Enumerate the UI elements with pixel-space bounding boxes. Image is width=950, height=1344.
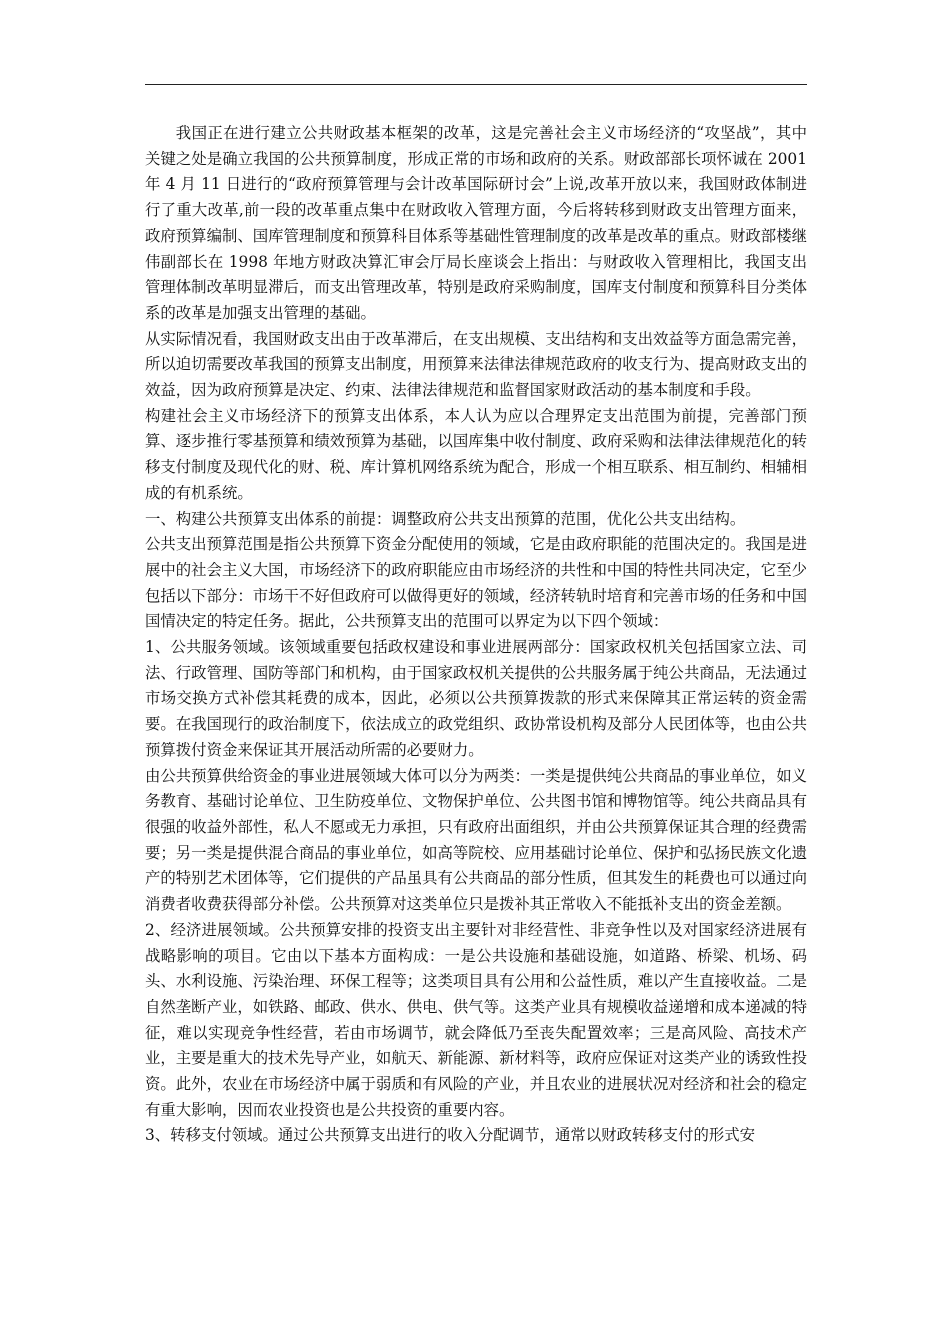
paragraph-transfer-payment-field: 3、转移支付领域。通过公共预算支出进行的收入分配调节，通常以财政转移支付的形式安	[145, 1126, 756, 1145]
paragraph-scope-definition: 公共支出预算范围是指公共预算下资金分配使用的领域，它是由政府职能的范围决定的。我国是进展中的社会主义大国，市场经济下的政府职能应由市场经济的共性和中国的特性共同决定，它至少包括以下部分：市场干不好但政府可以做得更好的领域，经济转轨时培育和完善市场的任务和中国国情决定的特定任务。据此，公共预算支出的范围可以界定为以下四个领域：	[145, 535, 807, 631]
paragraph-public-service-field: 1、公共服务领域。该领域重要包括政权建设和事业进展两部分：国家政权机关包括国家立法、司法、行政管理、国防等部门和机构，由于国家政权机关提供的公共服务属于纯公共商品，无法通过市场交换方式补偿其耗费的成本，因此，必须以公共预算拨款的形式来保障其正常运转的资金需要。在我国现行的政治制度下，依法成立的政党组织、政协常设机构及部分人民团体等，也由公共预算拨付资金来保证其开展活动所需的必要财力。	[145, 638, 807, 759]
paragraph-intro: 我国正在进行建立公共财政基本框架的改革，这是完善社会主义市场经济的“攻坚战”，其中关键之处是确立我国的公共预算制度，形成正常的市场和政府的关系。财政部部长项怀诚在 2001 年 4 月 11 日进行的“政府预算管理与会计改革国际研讨会”上说,改革开放以来，我国财政体制进行了重大改革,前一段的改革重点集中在财政收入管理方面，今后将转移到财政支出管理方面来，政府预算编制、国库管理制度和预算科目体系等基础性管理制度的改革是改革的重点。财政部楼继伟副部长在 1998 年地方财政决算汇审会厅局长座谈会上指出：与财政收入管理相比，我国支出管理体制改革明显滞后，而支出管理改革，特别是政府采购制度，国库支付制度和预算科目分类体系的改革是加强支出管理的基础。	[145, 124, 807, 322]
section-heading-1: 一、构建公共预算支出体系的前提：调整政府公共支出预算的范围，优化公共支出结构。	[145, 509, 746, 528]
paragraph-economic-development-field: 2、经济进展领域。公共预算安排的投资支出主要针对非经营性、非竞争性以及对国家经济进展有战略影响的项目。它由以下基本方面构成：一是公共设施和基础设施，如道路、桥梁、机场、码头、水利设施、污染治理、环保工程等；这类项目具有公用和公益性质，难以产生直接收益。二是自然垄断产业，如铁路、邮政、供水、供电、供气等。这类产业具有规模收益递增和成本递减的特征，难以实现竞争性经营，若由市场调节，就会降低乃至丧失配置效率；三是高风险、高技术产业，主要是重大的技术先导产业，如航天、新能源、新材料等，政府应保证对这类产业的诱致性投资。此外，农业在市场经济中属于弱质和有风险的产业，并且农业的进展状况对经济和社会的稳定有重大影响，因而农业投资也是公共投资的重要内容。	[145, 920, 807, 1119]
document-body	[145, 121, 807, 1149]
paragraph-current-situation: 从实际情况看，我国财政支出由于改革滞后，在支出规模、支出结构和支出效益等方面急需完善，所以迫切需要改革我国的预算支出制度，用预算来法律法律规范政府的收支行为、提高财政支出的效益，因为政府预算是决定、约束、法律法律规范和监督国家财政活动的基本制度和手段。	[145, 329, 807, 400]
paragraph-public-institutions: 由公共预算供给资金的事业进展领域大体可以分为两类：一类是提供纯公共商品的事业单位，如义务教育、基础讨论单位、卫生防疫单位、文物保护单位、公共图书馆和博物馆等。纯公共商品具有很强的收益外部性，私人不愿或无力承担，只有政府出面组织，并由公共预算保证其合理的经费需要；另一类是提供混合商品的事业单位，如高等院校、应用基础讨论单位、保护和弘扬民族文化遗产的特别艺术团体等，它们提供的产品虽具有公共商品的部分性质，但其发生的耗费也可以通过向消费者收费获得部分补偿。公共预算对这类单位只是拨补其正常收入不能抵补支出的资金差额。	[145, 766, 807, 914]
paragraph-system-construction: 构建社会主义市场经济下的预算支出体系，本人认为应以合理界定支出范围为前提，完善部门预算、逐步推行零基预算和绩效预算为基础，以国库集中收付制度、政府采购和法律法律规范化的转移支付制度及现代化的财、税、库计算机网络系统为配合，形成一个相互联系、相互制约、相辅相成的有机系统。	[145, 406, 807, 502]
header-rule	[145, 84, 807, 85]
